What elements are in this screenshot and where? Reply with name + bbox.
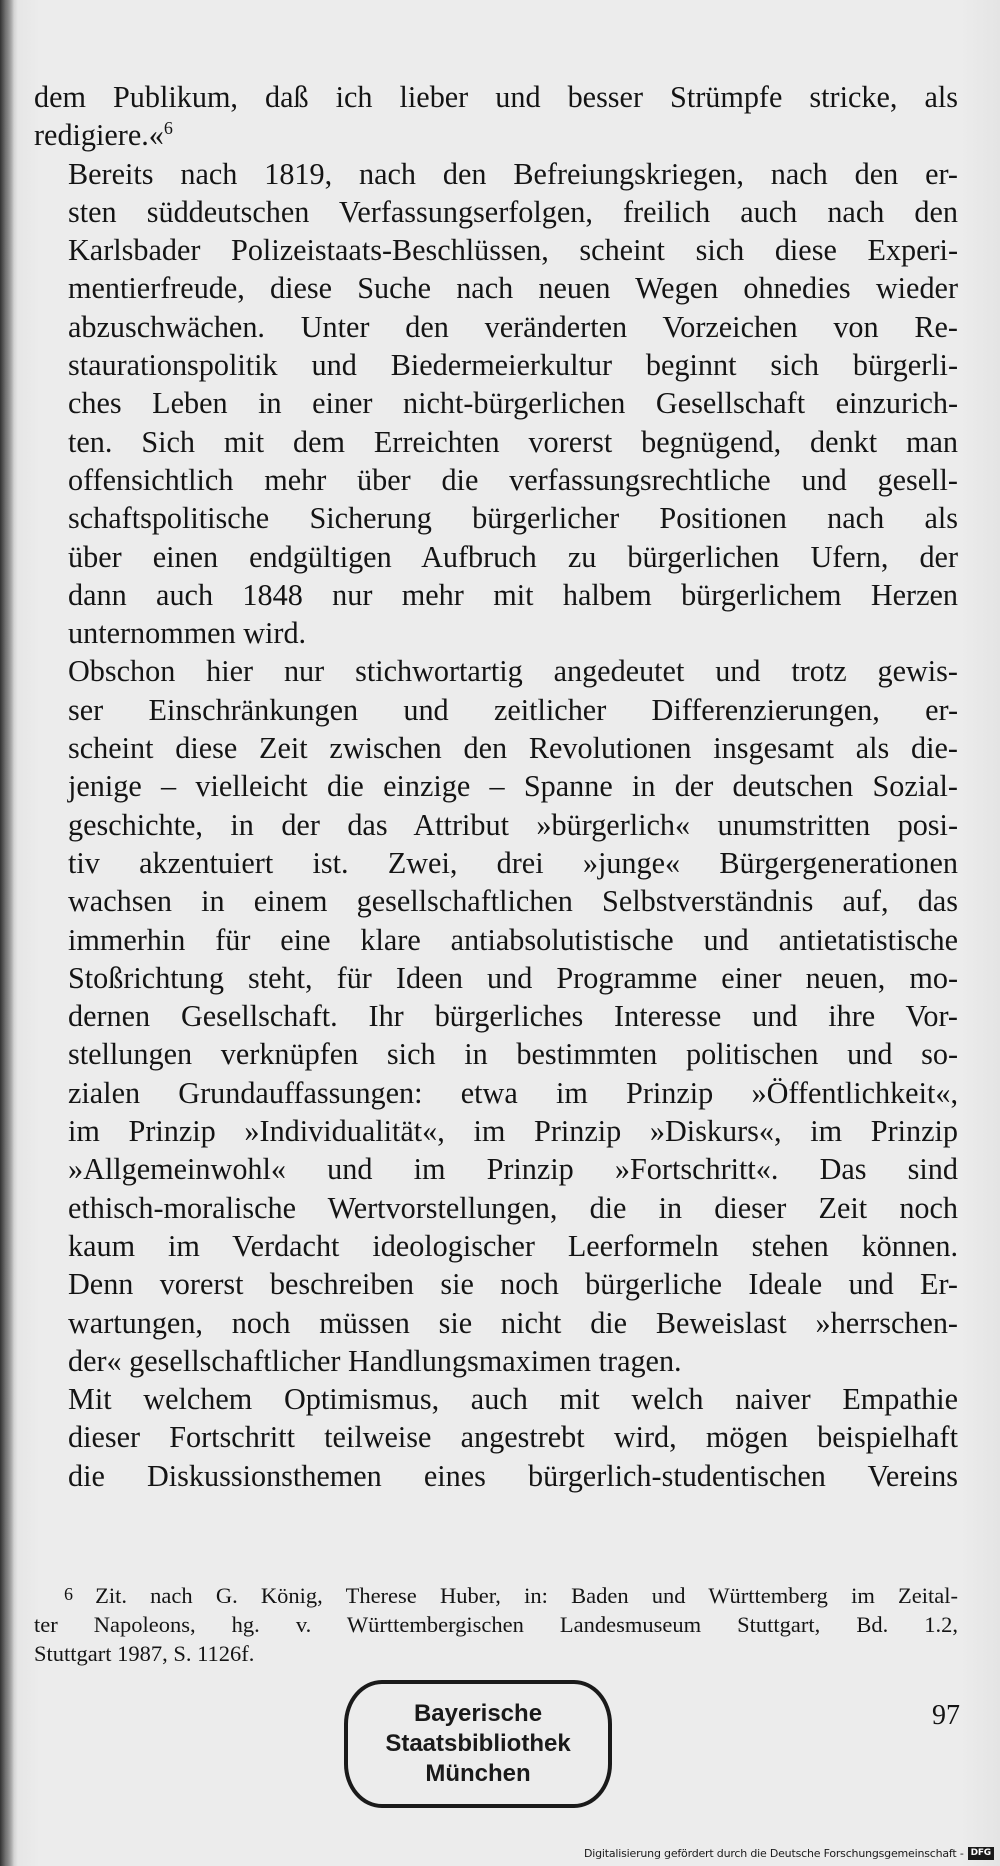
text-line: tiv akzentuiert ist. Zwei, drei »junge« Bürgergenerationen xyxy=(68,845,958,880)
text-line: unternommen wird. xyxy=(68,616,307,651)
text-line: geschichte, in der das Attribut »bürgerlich« unumstritten posi- xyxy=(68,807,958,842)
spine-shadow xyxy=(0,0,14,1866)
text-line: die Diskussionsthemen eines bürgerlich-studentischen Vereins xyxy=(68,1458,958,1493)
text-line: staurationspolitik und Biedermeierkultur beginnt sich bürgerli- xyxy=(68,348,958,383)
text-line: redigiere.«$^6$ xyxy=(34,118,173,153)
text-line: Karlsbader Polizeistaats-Beschlüssen, scheint sich diese Experi- xyxy=(68,233,958,268)
footnote-line xyxy=(34,1580,958,1611)
paragraph xyxy=(34,78,958,155)
text-line: schaftspolitische Sicherung bürgerlicher Positionen nach als xyxy=(68,501,958,536)
stamp-line: Bayerische xyxy=(413,1700,543,1727)
text-line: scheint diese Zeit zwischen den Revolutionen insgesamt als die- xyxy=(68,731,958,766)
text-line: Obschon hier nur stichwortartig angedeutet und trotz gewis- xyxy=(68,654,958,689)
paragraph xyxy=(34,1380,958,1495)
text-line: Denn vorerst beschreiben sie noch bürgerliche Ideale und Er- xyxy=(68,1267,958,1302)
text-line: kaum im Verdacht ideologischer Leerformeln stehen können. xyxy=(68,1228,958,1263)
paragraph xyxy=(34,652,958,1380)
digitization-note xyxy=(584,1847,994,1860)
library-stamp xyxy=(344,1680,612,1808)
text-line: zialen Grundauffassungen: etwa im Prinzip »Öffentlichkeit«, xyxy=(68,1075,958,1110)
footnote xyxy=(34,1580,958,1668)
text-line: Stoßrichtung steht, für Ideen und Programme einer neuen, mo- xyxy=(68,960,958,995)
text-line: jenige – vielleicht die einzige – Spanne in der deutschen Sozial- xyxy=(68,769,958,804)
text-line: stellungen verknüpfen sich in bestimmten politischen und so- xyxy=(68,1037,958,1072)
page-number: 97 xyxy=(932,1700,960,1731)
stamp-line: München xyxy=(425,1760,531,1787)
text-line: ethisch-moralische Wertvorstellungen, die in dieser Zeit noch xyxy=(68,1190,958,1225)
text-line: mentierfreude, diese Suche nach neuen Wegen ohnedies wieder xyxy=(68,271,958,306)
digitization-note-text: Digitalisierung gefördert durch die Deutsche Forschungsgemeinschaft - xyxy=(584,1847,964,1860)
footnote-text: Zit. nach G. König, Therese Huber, in: Baden und Württemberg im Zeital- xyxy=(95,1583,958,1608)
text-line: ser Einschränkungen und zeitlicher Differenzierungen, er- xyxy=(68,692,958,727)
text-line: wachsen in einem gesellschaftlichen Selbstverständnis auf, das xyxy=(68,884,958,919)
footnote-reference: 6 xyxy=(163,118,173,139)
text-line: ten. Sich mit dem Erreichten vorerst begnügend, denkt man xyxy=(68,424,958,459)
text-line: dann auch 1848 nur mehr mit halbem bürgerlichem Herzen xyxy=(68,577,958,612)
text-line: Bereits nach 1819, nach den Befreiungskriegen, nach den er- xyxy=(68,156,958,191)
text-line: offensichtlich mehr über die verfassungsrechtliche und gesell- xyxy=(68,462,958,497)
footnote-line xyxy=(34,1611,958,1640)
text-line: über einen endgültigen Aufbruch zu bürgerlichen Ufern, der xyxy=(68,539,958,574)
text-line: »Allgemeinwohl« und im Prinzip »Fortschritt«. Das sind xyxy=(68,1152,958,1187)
text-line: dernen Gesellschaft. Ihr bürgerliches Interesse und ihre Vor- xyxy=(68,999,958,1034)
footnote-text: ter Napoleons, hg. v. Württembergischen Landesmuseum Stuttgart, Bd. 1.2, xyxy=(34,1611,958,1637)
footnote-line xyxy=(34,1640,958,1669)
body-text xyxy=(34,78,958,1495)
text-line: Mit welchem Optimismus, auch mit welch naiver Empathie xyxy=(68,1382,958,1417)
text-line: immerhin für eine klare antiabsolutistische und antietatistische xyxy=(68,922,958,957)
footnote-text: Stuttgart 1987, S. 1126f. xyxy=(34,1640,255,1666)
text-line: im Prinzip »Individualität«, im Prinzip »Diskurs«, im Prinzip xyxy=(68,1114,958,1149)
text-line: wartungen, noch müssen sie nicht die Beweislast »herrschen- xyxy=(68,1305,958,1340)
stamp-line: Staatsbibliothek xyxy=(385,1730,571,1757)
text-line: der« gesellschaftlicher Handlungsmaximen tragen. xyxy=(68,1343,682,1378)
text-line: ches Leben in einer nicht-bürgerlichen Gesellschaft einzurich- xyxy=(68,386,958,421)
text-line: dieser Fortschritt teilweise angestrebt wird, mögen beispielhaft xyxy=(68,1420,958,1455)
text-line: sten süddeutschen Verfassungserfolgen, freilich auch nach den xyxy=(68,194,958,229)
paragraph xyxy=(34,155,958,653)
text-line: abzuschwächen. Unter den veränderten Vorzeichen von Re- xyxy=(68,309,958,344)
footnote-number: 6 xyxy=(64,1584,96,1604)
dfg-logo-icon: DFG xyxy=(968,1847,994,1860)
text-line: dem Publikum, daß ich lieber und besser Strümpfe stricke, als xyxy=(34,80,958,114)
